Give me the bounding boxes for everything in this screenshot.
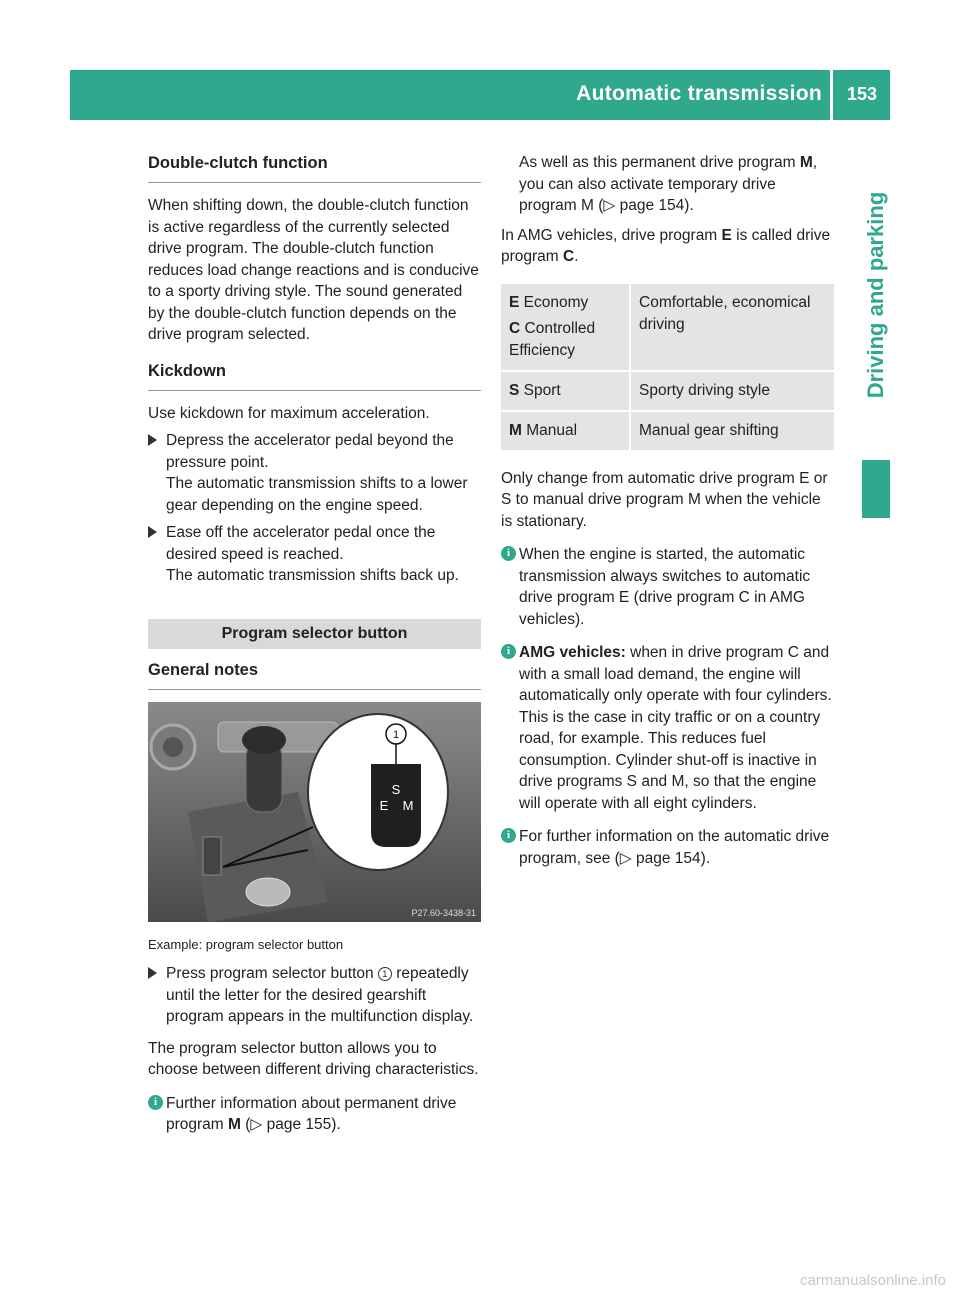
- text-span: is called drive program: [501, 226, 831, 265]
- chapter-title: Automatic transmission: [576, 82, 822, 105]
- image-code: P27.60-3438-31: [411, 907, 476, 918]
- info-page-ref[interactable]: (▷ page 155).: [240, 1116, 341, 1133]
- program-selector-photo: [148, 702, 481, 922]
- section-title-double-clutch: Double-clutch function: [148, 152, 481, 183]
- button-letter-e: E: [379, 797, 389, 813]
- program-name: Economy: [523, 293, 589, 311]
- kickdown-intro: Use kickdown for maximum acceleration.: [148, 404, 430, 422]
- step-arrow-icon: [148, 434, 157, 446]
- figure-caption: Example: program selector button: [148, 936, 344, 952]
- bold-span: C: [563, 248, 575, 265]
- info-note: [148, 1093, 481, 1136]
- info-icon: i: [148, 1095, 163, 1110]
- table-row: [501, 284, 834, 371]
- selector-paragraph: The program selector button allows you to choose between different driving characteristics.: [148, 1039, 479, 1078]
- text-span: .: [574, 248, 579, 265]
- page-number: 153: [846, 84, 878, 104]
- table-cell-description: Comfortable, economical driving: [630, 284, 834, 371]
- callout-1-icon: 1: [378, 967, 392, 981]
- button-letter-m: M: [402, 797, 414, 813]
- left-column: [148, 152, 481, 1148]
- double-clutch-paragraph: When shifting down, the double-clutch function is active regardless of the currently selected drive program. The double-clutch function reduces load change reactions and is conducive to a sporty driving style. The sound generated by the double-clutch function depends on the drive program selected.: [148, 197, 479, 343]
- info-icon: i: [501, 828, 516, 843]
- step-text: Ease off the accelerator pedal once the desired speed is reached.: [166, 524, 436, 563]
- table-cell-program: [501, 284, 630, 371]
- info-icon: i: [501, 546, 516, 561]
- info-bold: M: [228, 1116, 241, 1133]
- info-icon: i: [501, 644, 516, 659]
- callout-number: 1: [392, 728, 400, 741]
- info-text[interactable]: For further information on the automatic drive program, see (▷ page 154).: [519, 828, 830, 867]
- console-illustration: [148, 702, 481, 922]
- kickdown-step-1: [148, 430, 481, 516]
- section-banner: Program selector button: [148, 619, 481, 649]
- watermark: carmanualsonline.info: [800, 1272, 946, 1289]
- info-text: When the engine is started, the automatic transmission always switches to automatic drive program E (drive program C in AMG vehicles).: [519, 546, 811, 628]
- step-result: The automatic transmission shifts back up.: [166, 567, 459, 584]
- step-result: The automatic transmission shifts to a lower gear depending on the engine speed.: [166, 475, 468, 514]
- selector-step: [148, 963, 481, 1028]
- program-letter: M: [509, 421, 522, 439]
- side-tab: [862, 460, 890, 518]
- table-cell-program: [501, 411, 630, 451]
- section-title-kickdown: Kickdown: [148, 360, 481, 391]
- program-name: Manual: [526, 421, 578, 439]
- info-note: [501, 544, 834, 630]
- info-note: [501, 826, 834, 869]
- program-letter: E: [509, 293, 520, 311]
- button-letter-s: S: [391, 781, 401, 797]
- header-divider: [830, 70, 833, 120]
- text-span: In AMG vehicles, drive program: [501, 226, 722, 244]
- table-cell-program: [501, 371, 630, 411]
- text-span[interactable]: , you can also activate temporary drive program M (▷ page 154).: [519, 154, 818, 214]
- program-letter: S: [509, 381, 520, 399]
- step-text-start: Press program selector button: [166, 965, 378, 982]
- change-program-paragraph: Only change from automatic drive program E or S to manual drive program M when the vehicle is stationary.: [501, 469, 828, 530]
- kickdown-step-2: [148, 522, 481, 587]
- text-span: As well as this permanent drive program: [519, 154, 800, 171]
- table-row: [501, 371, 834, 411]
- table-row: [501, 411, 834, 451]
- step-text: Depress the accelerator pedal beyond the pressure point.: [166, 432, 454, 471]
- side-label: [862, 150, 890, 440]
- drive-program-table: [501, 284, 834, 452]
- info-text: when in drive program C and with a small load demand, the engine will automatically only operate with four cylinders. This is the case in city traffic or on a country road, for example. This reduces fuel consumption. Cylinder shut-off is inactive in drive programs S and M, so that the engine will operate with all eight cylinders.: [519, 644, 832, 812]
- section-title-general-notes: General notes: [148, 659, 481, 690]
- intro-paragraph: [501, 152, 834, 217]
- step-text-end: repeatedly until the letter for the desired gearshift program appears in the multifunction display.: [166, 965, 474, 1025]
- step-arrow-icon: [148, 967, 157, 979]
- program-letter: C: [509, 319, 521, 337]
- step-arrow-icon: [148, 526, 157, 538]
- info-text: Further information about permanent drive program: [166, 1094, 457, 1133]
- program-name: Sport: [523, 381, 561, 399]
- right-column: [501, 152, 834, 881]
- bold-span: E: [721, 226, 732, 244]
- info-bold: AMG vehicles:: [519, 644, 626, 661]
- table-cell-description: Manual gear shifting: [630, 411, 834, 451]
- table-cell-description: Sporty driving style: [630, 371, 834, 411]
- bold-span: M: [799, 154, 813, 171]
- amg-paragraph: [501, 225, 834, 268]
- program-name: Controlled Efficiency: [509, 319, 596, 359]
- side-label-text: Driving and parking: [863, 191, 888, 399]
- info-note: [501, 642, 834, 814]
